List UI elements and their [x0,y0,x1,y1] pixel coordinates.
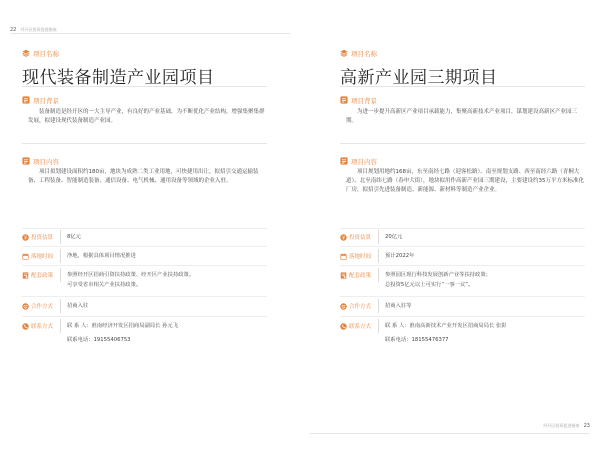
right-timeline-value: 预计2022年 [385,253,415,259]
divider [22,246,267,247]
divider [22,228,267,229]
left-project-title: 现代装备制造产业园项目 [22,68,215,88]
content-icon [340,157,348,165]
left-timeline-value: 净地，根据具体项目情况推进 [67,253,136,259]
left-policy-row [22,270,267,290]
right-project-title: 高新产业园三期项目 [340,68,498,88]
contact-label: 联系方式 [31,324,54,330]
divider [340,228,585,229]
contact-phone: 联系电话：19155406753 [67,337,131,343]
right-investment-row [340,232,585,244]
left-content-text: 项目拟划建设面积约180亩，地块为成熟二类工业用地，可快捷用出让，拟招引交通运输装备、工程装备、智能制造装备、通信设备、电气机械、通用设备等领域的企业入驻。 [28,169,259,184]
layers-icon [340,49,348,57]
contact-label: 联系方式 [349,324,372,330]
left-background-text: 装备制造是经开区的一大主导产业，有良好的产业基础，为不断优化产业结构，增强集聚集群发展，拟建设现代装备制造产业园。 [28,109,265,124]
cooperation-label: 合作方式 [349,304,372,310]
left-cooperation-value: 招商入驻 [67,303,89,309]
top-rule [10,33,290,34]
contact-person: 联 系 人：淮南高新技术产业开发区招商局局长 张影 [385,323,507,329]
left-investment-value: 8亿元 [67,234,81,240]
policy-label: 配套政策 [31,273,54,279]
right-cooperation-row [340,301,585,313]
left-policy-value [67,270,194,290]
content-icon [22,157,30,165]
right-investment-value: 20亿元 [385,234,403,240]
layers-icon [22,49,30,57]
calendar-icon [22,253,29,260]
policy-line: 参照经开区招商引资扶持政策、经开区产业扶持政策。 [67,272,195,278]
document-icon [22,96,30,104]
left-timeline-row [22,251,267,263]
left-cooperation-row [22,301,267,313]
divider [22,316,267,317]
contact-person: 联 系 人：淮南经济开发区招商局副局长 孙元飞 [67,323,178,329]
divider [22,296,267,297]
bottom-rule [310,433,590,434]
policy-line: 参照园区现行科技发展创新产业等扶持政策； [385,272,491,278]
right-cooperation-value: 招商入驻等 [385,303,412,309]
right-policy-value [385,270,491,290]
left-background-label: 项目背景 [22,95,59,105]
left-project-name-label: 项目名称 [22,48,59,58]
left-contact-value [67,321,178,345]
right-contact-value [385,321,507,345]
divider [340,143,585,144]
right-timeline-row [340,251,585,263]
handshake-icon [22,303,29,310]
divider [22,143,267,144]
right-running-title: 经开区投资促进指南 [543,423,580,428]
money-icon [22,234,29,241]
policy-line: 可享受省市相关产业扶持政策。 [67,282,142,288]
timeline-label: 落地时间 [31,254,54,260]
investment-label: 投资估算 [31,235,54,241]
phone-icon [340,323,347,330]
policy-label: 配套政策 [349,273,372,279]
right-content-text: 项目规划用地约168亩，东至南经七路（迎客松路）、南至规划支路、西至南经六路（青桐大道）、北至南纬七路（春申大街），地块拟用作高新产业园三期建设，主要建设约35万平方米标准化厂房，拟招引先进装备制造、新能源、新材料等制造产业企业。 [346,169,585,193]
right-contact-row [340,321,585,345]
policy-icon [22,272,29,279]
investment-label: 投资估算 [349,235,372,241]
right-page-footer [543,423,590,429]
right-policy-row [340,270,585,290]
left-running-title: 经开区投资促进指南 [20,27,57,32]
money-icon [340,234,347,241]
policy-line: 总投资5亿元以上可实行“一事一议”。 [385,282,474,288]
calendar-icon [340,253,347,260]
left-investment-row [22,232,267,244]
divider [340,86,585,87]
timeline-label: 落地时间 [349,254,372,260]
cooperation-label: 合作方式 [31,304,54,310]
left-page-number: 22 [10,27,17,33]
divider [22,265,267,266]
divider [340,296,585,297]
divider [340,265,585,266]
left-contact-row [22,321,267,345]
contact-phone: 联系电话：18155476377 [385,337,449,343]
divider [22,86,267,87]
right-background-text: 为进一步提升高新区产业项目承载能力，集聚高新技术产业项目，谋划建设高新区产业园三期。 [346,109,578,124]
right-project-name-label: 项目名称 [340,48,377,58]
document-icon [340,96,348,104]
right-page-number: 23 [583,423,590,429]
divider [340,316,585,317]
divider [340,246,585,247]
handshake-icon [340,303,347,310]
right-background-label: 项目背景 [340,95,377,105]
right-content-label: 项目内容 [340,156,377,166]
left-content-label: 项目内容 [22,156,59,166]
phone-icon [22,323,29,330]
policy-icon [340,272,347,279]
